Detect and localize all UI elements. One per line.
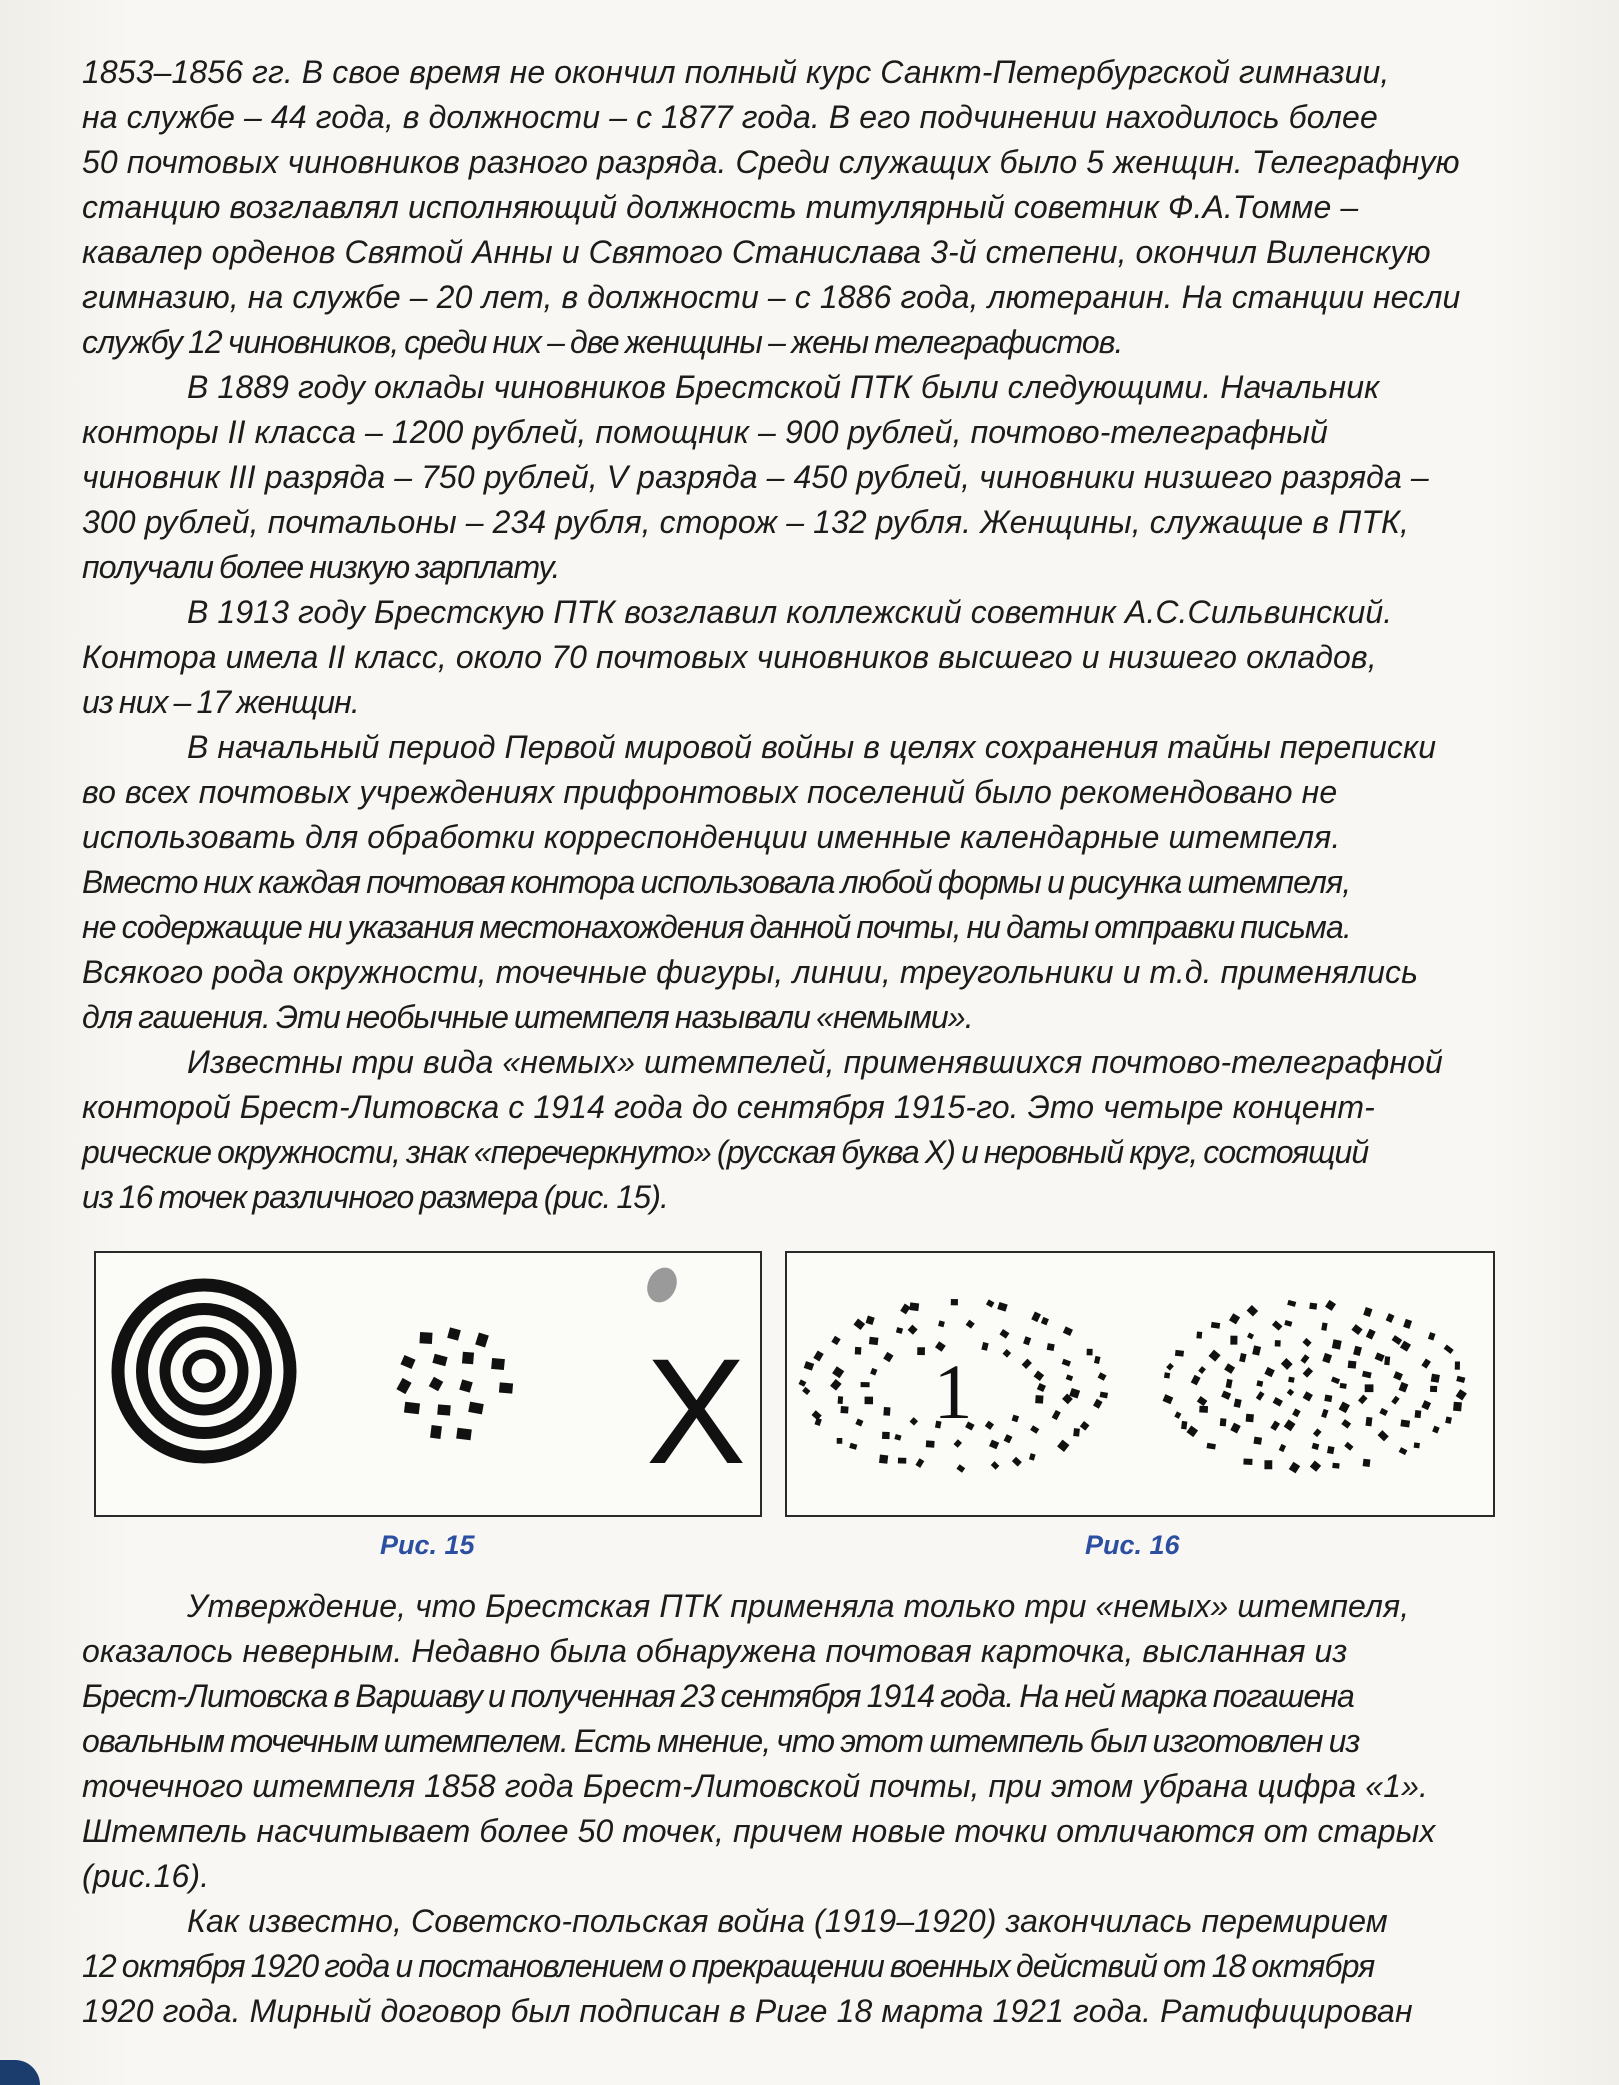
stamp-dot	[838, 1396, 844, 1404]
stamp-dot	[1031, 1311, 1041, 1322]
stamp-dot	[1052, 1410, 1061, 1420]
stamp-dot	[1366, 1329, 1376, 1340]
text-line: оказалось неверным. Недавно была обнаружена почтовая карточка, высланная из	[82, 1633, 1348, 1669]
text-line: Всякого рода окружности, точечные фигуры, линии, треугольники и т.д. применялись	[82, 954, 1419, 990]
stamp-dot	[951, 1299, 958, 1305]
stamp-dot	[1275, 1340, 1281, 1347]
stamp-dot	[1029, 1453, 1036, 1460]
stamp-dot	[855, 1347, 862, 1355]
figure-15-box	[94, 1251, 762, 1517]
stamp-dot	[1030, 1425, 1039, 1434]
stamp-dot	[462, 1352, 474, 1365]
stamp-dot	[1264, 1460, 1272, 1469]
text-line: В 1889 году оклады чиновников Брестской ПТК были следующими. Начальник	[187, 369, 1380, 405]
stamp-dot	[1191, 1375, 1201, 1386]
text-line: станцию возглавлял исполняющий должность титулярный советник Ф.А.Томме –	[82, 189, 1359, 225]
stamp-dot	[869, 1337, 879, 1345]
stamp-dot	[1087, 1349, 1093, 1356]
stamp-dot	[802, 1387, 810, 1395]
text-line: чиновник III разряда – 750 рублей, V разряда – 450 рублей, чиновники низшего разряда –	[82, 459, 1429, 495]
stamp-dot	[1332, 1339, 1342, 1349]
paragraph-4	[82, 725, 1522, 1040]
stamp-dot	[1198, 1366, 1206, 1374]
stamp-dot	[1421, 1358, 1431, 1368]
stamp-dot	[1324, 1395, 1332, 1403]
stamp-dot	[429, 1377, 443, 1392]
stamp-dot	[1362, 1371, 1372, 1379]
stamp-dot	[1252, 1345, 1261, 1355]
cross-stamp: X	[645, 1327, 747, 1495]
stamp-dot	[849, 1443, 857, 1450]
text-line: (рис.16).	[82, 1858, 210, 1894]
stamp-dot	[1358, 1395, 1368, 1405]
stamp-dot	[1035, 1395, 1043, 1404]
stamp-dot	[915, 1458, 924, 1468]
oval-dot-stamp-modified	[1163, 1300, 1467, 1474]
stamp-dot	[1428, 1332, 1436, 1340]
stamp-dot	[1003, 1349, 1012, 1358]
stamp-dot	[1164, 1372, 1170, 1378]
text-line: Штемпель насчитывает более 50 точек, причем новые точки отличаются от старых	[82, 1813, 1436, 1849]
stamp-dot	[882, 1432, 890, 1439]
stamp-dot	[1288, 1377, 1294, 1383]
stamp-dot	[1430, 1386, 1437, 1392]
paragraph-5	[82, 1040, 1522, 1220]
text-line: службу 12 чиновников, среди них – две женщины – жены телеграфистов.	[82, 324, 1123, 360]
stamp-dot	[1181, 1421, 1187, 1430]
stamp-dot	[1073, 1428, 1080, 1437]
text-line: Известны три вида «немых» штемпелей, применявшихся почтово-телеграфной	[187, 1044, 1443, 1080]
stamp-dot	[909, 1302, 919, 1311]
stamp-dot	[865, 1397, 874, 1405]
stamp-dot	[989, 1440, 999, 1450]
stamp-dot	[1281, 1358, 1293, 1370]
stamp-dot	[883, 1407, 890, 1416]
figure-16-caption: Рис. 16	[1085, 1530, 1180, 1560]
stamp-dot	[1284, 1320, 1292, 1327]
stamp-dot	[1365, 1417, 1372, 1426]
stamp-dot	[1246, 1414, 1254, 1423]
stamp-dot	[1421, 1400, 1431, 1410]
paragraph-7	[82, 1899, 1522, 2034]
stamp-dot	[1270, 1420, 1280, 1430]
stamp-dot	[830, 1379, 842, 1391]
text-line: конторой Брест-Литовска с 1914 года до сентября 1915-го. Это четыре концент-	[82, 1089, 1375, 1125]
stamp-dot	[1063, 1326, 1073, 1336]
stamp-dot	[1057, 1440, 1069, 1452]
stamp-dot	[1221, 1390, 1231, 1399]
stamp-dot	[1392, 1335, 1403, 1345]
figure-16-box	[785, 1251, 1495, 1517]
stamp-dot	[1272, 1320, 1283, 1330]
text-line: точечного штемпеля 1858 года Брест-Литовской почты, при этом убрана цифра «1».	[82, 1768, 1428, 1804]
stamp-dot	[1069, 1388, 1080, 1399]
ink-smudge	[642, 1263, 683, 1307]
stamp-dot	[1456, 1376, 1465, 1383]
page-edge-mark	[0, 2060, 40, 2085]
paragraph-6	[82, 1584, 1522, 1899]
stamp-dot	[966, 1320, 975, 1329]
stamp-dot	[1455, 1361, 1460, 1369]
stamp-dot	[855, 1418, 863, 1426]
stamp-dot	[1321, 1409, 1328, 1418]
stamp-dot	[1302, 1338, 1311, 1347]
stamp-dot	[853, 1319, 865, 1330]
stamp-dot	[1196, 1332, 1202, 1339]
concentric-circles-stamp	[118, 1285, 290, 1457]
text-line: овальным точечным штемпелем. Есть мнение, что этот штемпель был изготовлен из	[82, 1723, 1360, 1759]
stamp-dot	[991, 1461, 1000, 1470]
stamp-dot	[1199, 1406, 1208, 1413]
stamp-dot	[1322, 1353, 1332, 1363]
text-line: из 16 точек различного размера (рис. 15).	[82, 1179, 668, 1215]
text-line: во всех почтовых учреждениях прифронтовых поселений было рекомендовано не	[82, 774, 1338, 810]
stamp-dot	[1174, 1411, 1181, 1418]
text-line: получали более низкую зарплату.	[82, 549, 560, 585]
stamp-dot	[894, 1434, 901, 1441]
stamp-dot	[491, 1358, 505, 1370]
stamp-dot	[999, 1329, 1009, 1339]
stamp-dot	[804, 1361, 814, 1371]
text-line: 1853–1856 гг. В свое время не окончил полный курс Санкт-Петербургской гимназии,	[82, 54, 1390, 90]
figure-16-stamps	[787, 1253, 1493, 1515]
stamp-dot	[910, 1417, 918, 1425]
stamp-dot	[404, 1402, 420, 1415]
stamp-dot	[1339, 1401, 1350, 1413]
stamp-dot	[883, 1352, 893, 1362]
stamp-dot	[1093, 1399, 1103, 1409]
paragraph-3	[82, 590, 1522, 725]
stamp-dot	[1341, 1419, 1351, 1428]
text-line: Контора имела II класс, около 70 почтовых чиновников высшего и низшего окладов,	[82, 639, 1377, 675]
stamp-dot	[1453, 1402, 1462, 1412]
stamp-dot	[956, 1464, 965, 1472]
article-text-bottom	[82, 1584, 1522, 2034]
stamp-dot	[879, 1455, 888, 1464]
text-line: Как известно, Советско-польская война (1919–1920) закончилась перемирием	[187, 1903, 1388, 1939]
text-line: не содержащие ни указания местонахождения данной почты, ни даты отправки письма.	[82, 909, 1351, 945]
stamp-dot	[1445, 1416, 1452, 1423]
stamp-dot	[499, 1382, 513, 1393]
stamp-dot	[1287, 1389, 1294, 1396]
stamp-dot	[997, 1302, 1007, 1312]
stamp-dot	[840, 1406, 848, 1414]
figure-15-stamps	[96, 1253, 760, 1515]
stamp-dot	[831, 1336, 840, 1345]
stamp-dot	[1391, 1396, 1399, 1405]
stamp-dot	[1234, 1398, 1242, 1407]
stamp-dot	[1066, 1374, 1073, 1381]
stamp-dot	[1004, 1434, 1013, 1443]
stamp-dot	[1098, 1372, 1107, 1381]
stamp-dot	[1041, 1317, 1049, 1325]
stamp-dot	[1310, 1461, 1321, 1472]
stamp-dot	[1022, 1359, 1032, 1369]
stamp-dot	[1247, 1305, 1259, 1316]
stamp-dot	[832, 1366, 844, 1378]
stamp-dot	[1256, 1391, 1265, 1401]
stamp-dot	[898, 1458, 906, 1464]
text-line: для гашения. Эти необычные штемпеля называли «немыми».	[82, 999, 973, 1035]
text-line: на службе – 44 года, в должности – с 1877 года. В его подчинении находилось более	[82, 99, 1378, 135]
stamp-dot	[396, 1378, 411, 1394]
stamp-dot	[1062, 1359, 1071, 1367]
stamp-dot	[1230, 1336, 1237, 1345]
stamp-dot	[1186, 1426, 1198, 1438]
stamp-dot	[1289, 1462, 1300, 1474]
article-text-top	[82, 50, 1522, 1220]
text-line: из них – 17 женщин.	[82, 684, 359, 720]
text-line: В 1913 году Брестскую ПТК возглавил коллежский советник А.С.Сильвинский.	[187, 594, 1393, 630]
text-line: 1920 года. Мирный договор был подписан в Риге 18 марта 1921 года. Ратифицирован	[82, 1993, 1413, 2029]
stamp-dot	[1400, 1420, 1410, 1428]
stamp-dot	[926, 1440, 935, 1447]
stamp-dot	[1253, 1437, 1262, 1445]
stamp-dot	[432, 1354, 447, 1366]
stamp-dot	[468, 1402, 484, 1415]
stamp-dot	[430, 1425, 442, 1439]
stamp-dot	[1300, 1354, 1309, 1363]
stamp-dot	[900, 1304, 910, 1315]
stamp-dot	[1312, 1443, 1320, 1450]
stamp-dot	[837, 1438, 843, 1444]
stamp-dot	[1094, 1356, 1101, 1364]
stamp-dot	[1399, 1447, 1408, 1455]
stamp-dot	[1365, 1384, 1374, 1392]
stamp-dot	[1384, 1356, 1390, 1365]
stamp-dot	[1243, 1459, 1252, 1465]
text-line: Брест-Литовска в Варшаву и полученная 23 сентября 1914 года. На ней марка погашена	[82, 1678, 1354, 1714]
stamp-dot	[813, 1350, 823, 1361]
stamp-dot	[1351, 1324, 1362, 1335]
stamp-dot	[1175, 1350, 1184, 1357]
figure-15-caption: Рис. 15	[380, 1530, 475, 1560]
stamp-dot	[1444, 1345, 1454, 1354]
stamp-dot	[1163, 1394, 1174, 1404]
stamp-dot	[1023, 1336, 1031, 1345]
stamp-dot	[896, 1327, 903, 1334]
stamp-dot	[1414, 1442, 1420, 1448]
stamp-dot	[1229, 1313, 1240, 1324]
stamp-dot	[1379, 1408, 1388, 1416]
stamp-dot	[1386, 1313, 1395, 1323]
stamp-dot	[1211, 1322, 1220, 1329]
stamp-dot	[1331, 1377, 1340, 1385]
stamp-dot	[1303, 1391, 1313, 1401]
stamp-dot	[1264, 1367, 1275, 1377]
stamp-dot	[475, 1332, 489, 1347]
text-line: использовать для обработки корреспонденции именные календарные штемпеля.	[82, 819, 1341, 855]
stamp-dot	[419, 1332, 432, 1344]
stamp-dot	[1403, 1319, 1412, 1329]
stamp-dot	[1224, 1363, 1235, 1374]
stamp-dot	[1279, 1444, 1286, 1452]
stamp-dot	[447, 1327, 461, 1340]
text-line: 50 почтовых чиновников разного разряда. Среди служащих было 5 женщин. Телеграфную	[82, 144, 1460, 180]
stamp-dot	[400, 1355, 415, 1369]
stamp-dot	[1034, 1371, 1045, 1381]
stamp-dot	[1327, 1446, 1335, 1454]
stamp-dot	[1399, 1382, 1409, 1393]
stamp-dot	[1456, 1389, 1467, 1400]
stamp-dot	[986, 1299, 995, 1307]
stamp-dot	[1340, 1383, 1347, 1389]
stamp-dot	[1012, 1457, 1022, 1467]
text-line: рические окружности, знак «перечеркнуто» (русская буква Х) и неровный круг, состоящий	[82, 1134, 1369, 1170]
stamp-dot	[1332, 1463, 1339, 1469]
stamp-dot	[1344, 1442, 1353, 1451]
stamp-dot	[1100, 1392, 1108, 1399]
text-line: Вместо них каждая почтовая контора использовала любой формы и рисунка штемпеля,	[82, 864, 1351, 900]
stamp-dot	[1292, 1408, 1301, 1417]
stamp-dot	[1325, 1300, 1336, 1311]
stamp-dot	[954, 1439, 962, 1448]
stamp-dot	[1353, 1346, 1362, 1356]
text-line: гимназию, на службе – 20 лет, в должности – с 1886 года, лютеранин. На станции несли	[82, 279, 1461, 315]
stamp-dot	[1284, 1419, 1296, 1431]
dot-circle-stamp	[396, 1327, 513, 1440]
stamp-dot	[917, 1347, 925, 1355]
stamp-dot	[1431, 1374, 1440, 1383]
stamp-dot	[812, 1410, 822, 1420]
paragraph-1	[82, 50, 1522, 365]
text-line: 12 октября 1920 года и постановлением о прекращении военных действий от 18 октября	[82, 1948, 1375, 1984]
stamp-dot	[1432, 1426, 1440, 1434]
stamp-dot	[1012, 1415, 1019, 1423]
stamp-dot	[456, 1428, 472, 1441]
stamp-dot	[1166, 1363, 1174, 1371]
stamp-dot	[1378, 1430, 1389, 1441]
stamp-dot	[1309, 1303, 1317, 1310]
stamp-dot	[1247, 1333, 1254, 1340]
stamp-dot	[1226, 1379, 1233, 1388]
stamp-dot	[1363, 1307, 1372, 1317]
stamp-dot	[1197, 1396, 1208, 1406]
text-line: конторы II класса – 1200 рублей, помощник – 900 рублей, почтово-телеграфный	[82, 414, 1328, 450]
stamp-dot	[870, 1368, 877, 1376]
stamp-dot	[1230, 1423, 1240, 1434]
stamp-dot	[1375, 1352, 1385, 1362]
stamp-dot	[866, 1316, 875, 1325]
stamp-dot	[1206, 1443, 1215, 1450]
stamp-dot	[985, 1421, 994, 1430]
stamp-dot	[861, 1382, 870, 1387]
stamp-dot	[1303, 1367, 1313, 1378]
stamp-dot	[798, 1379, 806, 1386]
stamp-digit: 1	[933, 1348, 973, 1435]
stamp-dot	[1047, 1343, 1055, 1351]
stamp-dot	[1348, 1360, 1357, 1368]
stamp-dot	[981, 1342, 988, 1351]
stamp-dot	[908, 1325, 918, 1335]
stamp-dot	[1208, 1350, 1220, 1362]
stamp-dot	[1400, 1341, 1411, 1352]
stamp-dot	[1256, 1380, 1263, 1387]
paragraph-2	[82, 365, 1522, 590]
stamp-dot	[437, 1404, 451, 1415]
stamp-dot	[1415, 1410, 1422, 1418]
stamp-dot	[938, 1320, 945, 1327]
text-line: кавалер орденов Святой Анны и Святого Станислава 3-й степени, окончил Виленскую	[82, 234, 1431, 270]
stamp-dot	[1220, 1418, 1227, 1426]
stamp-dot	[1037, 1383, 1046, 1392]
stamp-dot	[459, 1379, 473, 1392]
stamp-dot	[1393, 1371, 1403, 1380]
stamp-dot	[1287, 1300, 1296, 1307]
stamp-dot	[1313, 1428, 1322, 1437]
stamp-dot	[1239, 1353, 1246, 1362]
text-line: 300 рублей, почтальоны – 234 рубля, сторож – 132 рубля. Женщины, служащие в ПТК,	[82, 504, 1409, 540]
stamp-dot	[1321, 1322, 1327, 1330]
text-line: Утверждение, что Брестская ПТК применяла только три «немых» штемпеля,	[187, 1588, 1410, 1624]
text-line: В начальный период Первой мировой войны в целях сохранения тайны переписки	[187, 729, 1437, 765]
stamp-dot	[1363, 1459, 1371, 1467]
stamp-dot	[1273, 1397, 1283, 1407]
stamp-dot	[1080, 1421, 1090, 1431]
